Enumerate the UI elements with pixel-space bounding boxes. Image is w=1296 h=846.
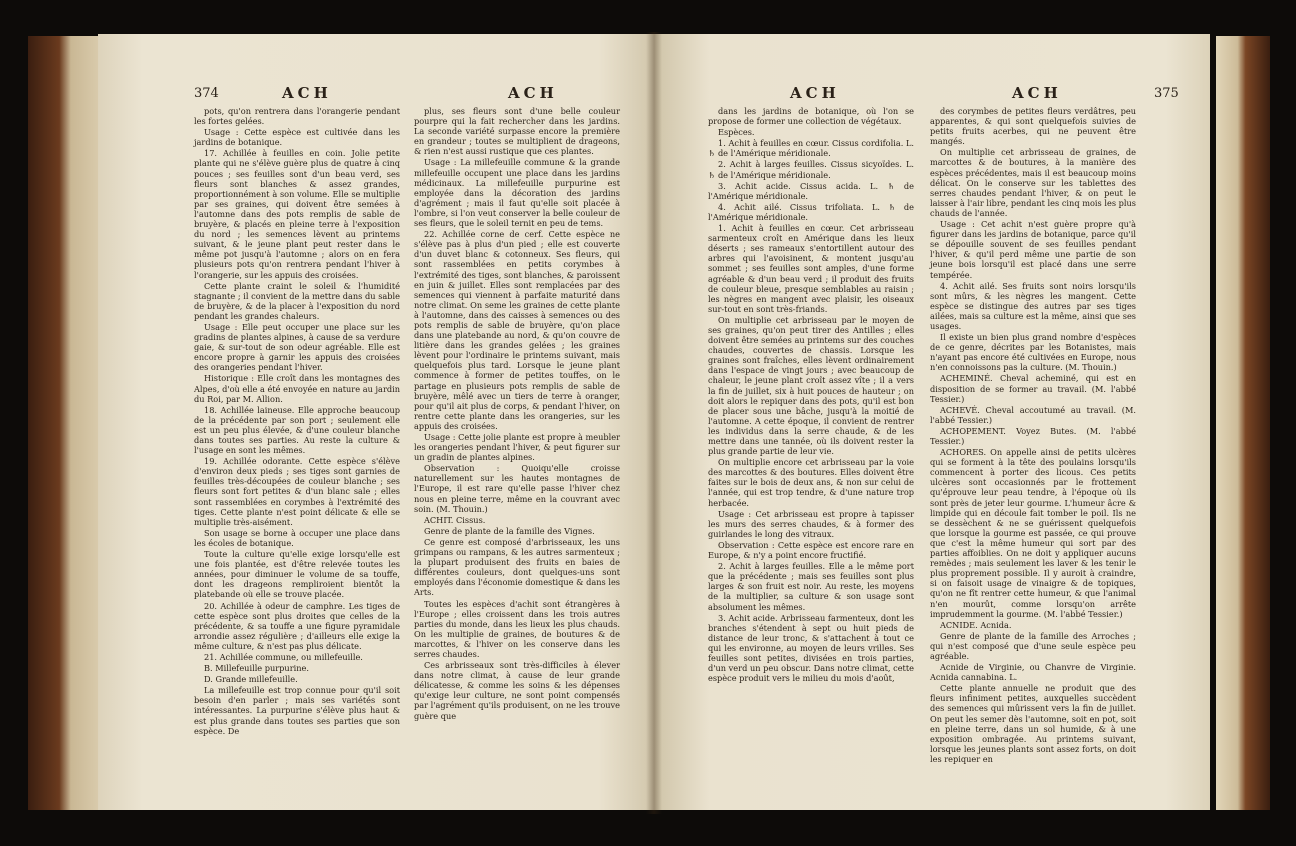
paragraph: Toutes les espèces d'achit sont étrangères à l'Europe ; elles croissent dans les trois autres parties du monde, dans les lieux les plus chauds. On les multiplie de graines, de boutures & de marcottes, & l'hiver on les conserve dans les serres chaudes. xyxy=(414,598,620,659)
left-page xyxy=(98,34,654,810)
book-gutter xyxy=(646,32,662,814)
paragraph: 19. Achillée odorante. Cette espèce s'élève d'environ deux pieds ; ses tiges sont garnies de feuilles très-découpées de couleur blanche ; ses fleurs sont fort petites & d'un blanc sale ; elles sont rassemblées en corymbes à l'extrémité des tiges. Cette plante n'est point délicate & elle se multiplie très-aisément. xyxy=(194,456,400,527)
paragraph: Genre de plante de la famille des Vignes. xyxy=(424,525,595,536)
running-header: ACH xyxy=(790,84,840,102)
paragraph: plus, ses fleurs sont d'une belle couleur pourpre qui la fait rechercher dans les jardins. La seconde variété surpasse encore la première en grandeur ; toutes se multiplient de drageons, & rien n'est aussi rustique que ces plantes. xyxy=(414,106,620,157)
running-header: ACH xyxy=(508,84,558,102)
paragraph: Genre de plante de la famille des Arroches ; qui n'est composé que d'une seule espèce peu agréable. xyxy=(930,630,1136,661)
running-header: ACH xyxy=(282,84,332,102)
paragraph: 4. Achit ailé. Ses fruits sont noirs lorsqu'ils sont mûrs, & les nègres les mangent. Cette espèce se distingue des autres par ses tiges ailées, mais sa culture est la même, ainsi que ses usages. xyxy=(930,280,1136,331)
book-edge-left xyxy=(28,36,106,810)
paragraph: des corymbes de petites fleurs verdâtres, peu apparentes, & qui sont quelquefois suivies de petits fruits acerbes, qui ne peuvent être mangés. xyxy=(930,106,1136,147)
running-header: ACH xyxy=(1012,84,1062,102)
paragraph: 21. Achillée commune, ou millefeuille. xyxy=(204,651,363,662)
page-number: 375 xyxy=(1154,86,1179,101)
text-column-2 xyxy=(930,106,1136,765)
paragraph: Cette plante annuelle ne produit que des fleurs infiniment petites, auxquelles succèdent des semences qui mûrissent vers la fin de juillet. On peut les semer dès l'automne, soit en pot, soit en pleine terre, dans un sol humide, & à une exposition ombragée. Au printems suivant, lorsque les jeunes plants sont assez forts, on doit les repiquer en xyxy=(930,683,1136,764)
paragraph: Usage : Cette jolie plante est propre à meubler les orangeries pendant l'hiver, & peut figurer sur un gradin de plantes alpines. xyxy=(414,432,620,463)
paragraph: 3. Achit acide. Cissus acida. L. ♄ de l'Amérique méridionale. xyxy=(708,180,914,201)
paragraph: Ce genre est composé d'arbrisseaux, les uns grimpans ou rampans, & les autres sarmenteux ; la plupart produisent des fruits en baies de différentes couleurs, dont quelques-uns sont employés dans l'économie domestique & dans les Arts. xyxy=(414,536,620,598)
paragraph: 2. Achit à larges feuilles. Cissus sicyoïdes. L. ♄ de l'Amérique méridionale. xyxy=(708,159,914,180)
paragraph: 18. Achillée laineuse. Elle approche beaucoup de la précédente par son port ; seulement elle est un peu plus élevée, & d'une couleur blanche dans toutes ses parties. Au reste la culture & l'usage en sont les mêmes. xyxy=(194,404,400,456)
paragraph: 4. Achit ailé. Cissus trifoliata. L. ♄ de l'Amérique méridionale. xyxy=(708,201,914,222)
paragraph: ACNIDE. Acnida. xyxy=(940,619,1012,630)
paragraph: Ces arbrisseaux sont très-difficiles à élever dans notre climat, à cause de leur grande délicatesse, & comme les soins & les dépenses qu'exige leur culture, ne sont point compensés par l'agrément qu'ils produisent, on ne les trouve guère que xyxy=(414,660,620,721)
paragraph: Espèces. xyxy=(718,127,755,138)
paragraph: On multiplie cet arbrisseau par le moyen de ses graines, qu'on peut tirer des Antilles ; elles doivent être semées au printems sur des couches chaudes, couvertes de chassis. Lorsque les graines sont fraîches, elles lèvent ordinairement dans l'espace de vingt jours ; avec beaucoup de chaleur, le jeune plant croît assez vîte ; il a vers la fin de juillet, six à huit pouces de hauteur ; on doit alors le repiquer dans des pots, qu'il est bon de placer sous une bâche, jusqu'à la moitié de l'automne. A cette époque, il convient de rentrer les individus dans la serre chaude, & de les mettre dans une tannée, où ils doivent rester la plus grande partie de leur vie. xyxy=(708,314,914,457)
paragraph: 2. Achit à larges feuilles. Elle a le même port que la précédente ; mais ses feuilles sont plus larges & son fruit est noir. Au reste, les moyens de la multiplier, sa culture & son usage sont absolument les mêmes. xyxy=(708,561,914,612)
paragraph: Acnide de Virginie, ou Chanvre de Virginie. Acnida cannabina. L. xyxy=(930,662,1136,683)
page-number: 374 xyxy=(194,86,219,101)
paragraph: ACHEVÉ. Cheval accoutumé au travail. (M. l'abbé Tessier.) xyxy=(930,404,1136,425)
paragraph: ACHOPEMENT. Voyez Butes. (M. l'abbé Tessier.) xyxy=(930,425,1136,446)
paragraph: ACHORES. On appelle ainsi de petits ulcères qui se forment à la tête des poulains lorsqu'ils commencent à porter des licous. Ces petits ulcères sont occasionnés par le frottement qu'éprouve leur peau tendre, à l'époque où ils sont près de jeter leur gourme. L'humeur âcre & limpide qui en découle fait tomber le poil. Ils ne se dessèchent & ne se guérissent quelquefois que lorsque la gourme est passée, ce qui prouve que c'est la même humeur qui sort par des parties affoiblies. On ne doit y appliquer aucuns remèdes ; mais seulement les laver & les tenir le plus proprement possible. Il y auroit à craindre, si on faisoit usage de vinaigre & de topiques, qu'on ne fît rentrer cette humeur, & que l'animal n'en mourût, comme lorsqu'on arrête imprudemment la gourme. (M. l'abbé Tessier.) xyxy=(930,447,1136,619)
paragraph: Usage : Cette espèce est cultivée dans les jardins de botanique. xyxy=(194,127,400,148)
paragraph: Il existe un bien plus grand nombre d'espèces de ce genre, décrites par les Botanistes, mais n'ayant pas encore été cultivées en Europe, nous n'en connoissons pas la culture. (M. Thouin.) xyxy=(930,332,1136,373)
paragraph: Historique : Elle croît dans les montagnes des Alpes, d'où elle a été envoyée en nature au jardin du Roi, par M. Allion. xyxy=(194,373,400,404)
paragraph: ACHIT. Cissus. xyxy=(424,514,486,525)
text-column-1 xyxy=(708,106,914,684)
text-column-1 xyxy=(194,106,400,737)
paragraph: dans les jardins de botanique, où l'on se propose de former une collection de végétaux. xyxy=(708,106,914,127)
book-edge-right xyxy=(1216,36,1270,810)
paragraph: Usage : Elle peut occuper une place sur les gradins de plantes alpines, à cause de sa verdure gaie, & sur-tout de son odeur agréable. Elle est encore propre à garnir les appuis des croisées des orangeries pendant l'hiver. xyxy=(194,321,400,373)
paragraph: Usage : La millefeuille commune & la grande millefeuille occupent une place dans les jardins médicinaux. La millefeuille purpurine est employée dans la décoration des jardins d'agrément ; mais il faut qu'elle soit placée à l'ombre, si l'on veut conserver la belle couleur de ses fleurs, que le soleil ternit en peu de tems. xyxy=(414,157,620,229)
paragraph: 3. Achit acide. Arbrisseau farmenteux, dont les branches s'étendent à sept ou huit pieds de distance de leur tronc, & s'attachent à tout ce qui les environne, au moyen de leurs vrilles. Ses feuilles sont petites, divisées en trois parties, d'un verd un peu obscur. Dans notre climat, cette espèce produit vers le milieu du mois d'août, xyxy=(708,612,914,684)
paragraph: Toute la culture qu'elle exige lorsqu'elle est une fois plantée, est d'être relevée toutes les années, pour diminuer le volume de sa touffe, dont les drageons rempliroient bientôt la platebande où elle se trouve placée. xyxy=(194,549,400,600)
paragraph: 17. Achillée à feuilles en coin. Jolie petite plante qui ne s'élève guère plus de quatre à cinq pouces ; ses feuilles sont d'un beau verd, ses fleurs sont blanches & assez grandes, proportionnément à son volume. Elle se multiplie par ses graines, qui doivent être semées à l'automne dans des pots remplis de sable de bruyère, & placés en pleine terre à l'exposition du nord ; les semences lèvent au printems suivant, & le jeune plant peut rester dans le même pot jusqu'à l'automne ; alors on en fera plusieurs pots qu'on rentrera pendant l'hiver à l'orangerie, sur les appuis des croisées. xyxy=(194,148,400,280)
paragraph: D. Grande millefeuille. xyxy=(204,674,298,685)
paragraph: 1. Achit à feuilles en cœur. Cet arbrisseau sarmenteux croît en Amérique dans les lieux déserts ; ses rameaux s'entortillent autour des arbres qui l'avoisinent, & montent jusqu'au sommet ; ses feuilles sont amples, d'une forme agréable & d'un beau verd ; il produit des fruits de couleur bleue, presque semblables au raisin ; les nègres en mangent avec plaisir, les oiseaux sur-tout en sont très-friands. xyxy=(708,223,914,314)
paragraph: ACHEMINÉ. Cheval acheminé, qui est en disposition de se former au travail. (M. l'abbé Tessier.) xyxy=(930,373,1136,404)
paragraph: Usage : Cet achit n'est guère propre qu'à figurer dans les jardins de botanique, parce qu'il se dépouille souvent de ses feuilles pendant l'hiver, & qu'il perd même une partie de son jeune bois lorsqu'il est placé dans une serre tempérée. xyxy=(930,219,1136,280)
paragraph: 20. Achillée à odeur de camphre. Les tiges de cette espèce sont plus droites que celles de la précédente, & sa touffe a une figure pyramidale arrondie assez régulière ; d'ailleurs elle exige la même culture, & n'est pas plus délicate. xyxy=(194,600,400,651)
paragraph: Observation : Quoiqu'elle croisse naturellement sur les hautes montagnes de l'Europe, il est rare qu'elle passe l'hiver chez nous en pleine terre, même en la couvrant avec soin. (M. Thouin.) xyxy=(414,463,620,514)
paragraph: Son usage se borne à occuper une place dans les écoles de botanique. xyxy=(194,527,400,548)
paragraph: pots, qu'on rentrera dans l'orangerie pendant les fortes gelées. xyxy=(194,106,400,127)
paragraph: B. Millefeuille purpurine. xyxy=(204,663,309,674)
right-page xyxy=(654,34,1210,810)
paragraph: 22. Achillée corne de cerf. Cette espèce ne s'élève pas à plus d'un pied ; elle est couverte d'un duvet blanc & cotonneux. Ses fleurs, qui sont rassemblées en petits corymbes à l'extrémité des tiges, sont blanches, & paroissent en juin & juillet. Elles sont remplacées par des semences qui viennent à parfaite maturité dans notre climat. On seme les graines de cette plante à l'automne, dans des caisses à semences ou des pots remplis de sable de bruyère, qu'on place dans une platebande au nord, & qu'on couvre de litière dans les grandes gelées ; les graines lèvent pour l'ordinaire le printems suivant, mais quelquefois plus tard. Lorsque le jeune plant commence à former de petites touffes, on le partage en plusieurs pots remplis de sable de bruyère, mêlé avec un tiers de terre à oranger, pour qu'il ait plus de corps, & pendant l'hiver, on rentre cette plante dans les orangeries, sur les appuis des croisées. xyxy=(414,229,620,431)
paragraph: 1. Achit à feuilles en cœur. Cissus cordifolia. L. ♄ de l'Amérique méridionale. xyxy=(708,138,914,159)
paragraph: On multiplie cet arbrisseau de graines, de marcottes & de boutures, à la manière des espèces précédentes, mais il est beaucoup moins délicat. On le conserve sur les tablettes des serres chaudes pendant l'hiver, & on peut le laisser à l'air libre, pendant les cinq mois les plus chauds de l'année. xyxy=(930,147,1136,218)
paragraph: On multiplie encore cet arbrisseau par la voie des marcottes & des boutures. Elles doivent être faites sur le bois de deux ans, & non sur celui de l'année, qui est trop tendre, & d'une nature trop herbacée. xyxy=(708,457,914,508)
text-column-2 xyxy=(414,106,620,722)
paragraph: La millefeuille est trop connue pour qu'il soit besoin d'en parler ; mais ses variétés sont intéressantes. La purpurine s'élève plus haut & est plus grande dans toutes ses parties que son espèce. De xyxy=(194,685,400,736)
paragraph: Cette plante craint le soleil & l'humidité stagnante ; il convient de la mettre dans du sable de bruyère, & de la placer à l'exposition du nord pendant les grandes chaleurs. xyxy=(194,280,400,321)
open-book xyxy=(28,32,1270,814)
paragraph: Observation : Cette espèce est encore rare en Europe, & n'y a point encore fructifié. xyxy=(708,539,914,561)
paragraph: Usage : Cet arbrisseau est propre à tapisser les murs des serres chaudes, & à former des guirlandes le long des vitraux. xyxy=(708,508,914,539)
